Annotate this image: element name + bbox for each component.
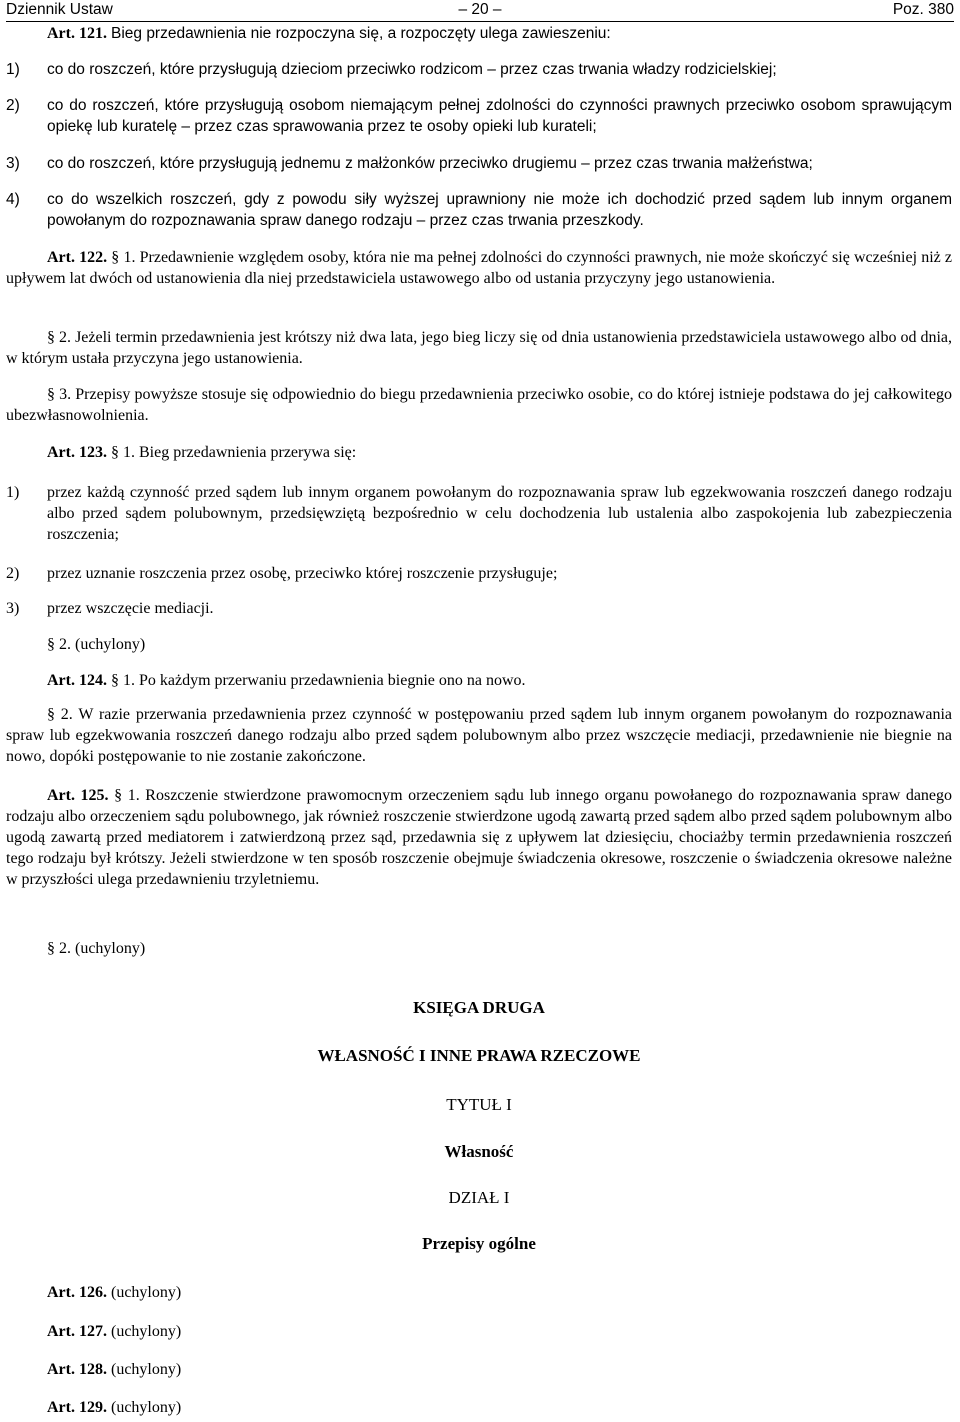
repealed-article <box>6 1282 952 1303</box>
paragraph-number: § 1. <box>111 249 136 266</box>
paragraph-text: Roszczenie stwierdzone prawomocnym orzeczeniem sądu lub innego organu powołanego do rozpoznawania spraw danego rodzaju albo orzeczeniem sądu polubownego, jak również roszczenie stwierdzone ugodą zawartą przed sądem albo przed sądem polubownym albo ugodą zawartą przed mediatorem i zatwierdzoną przez sąd, przedawnia się z upływem lat dziesięciu, chociażby termin przedawnienia roszczeń tego rodzaju był krótszy. Jeżeli stwierdzone w ten sposób roszczenie obejmuje świadczenia okresowe, roszczenie o świadczenia okresowe należne w przyszłości ulega przedawnieniu trzyletniemu. <box>6 787 953 888</box>
article-label: Art. 122. <box>47 249 108 266</box>
list-item <box>6 563 952 584</box>
article-text: (uchylony) <box>110 1399 182 1416</box>
repealed-article <box>6 1359 952 1380</box>
paragraph-number: § 1. <box>110 672 135 689</box>
paragraph-text: Bieg przedawnienia przerywa się: <box>138 444 357 461</box>
article-text: (uchylony) <box>110 1284 182 1301</box>
paragraph-number: § 2. <box>47 329 72 346</box>
list-item <box>6 153 952 174</box>
paragraph-text: § 2. (uchylony) <box>47 940 146 957</box>
paragraph-text: Bieg przedawnienia nie rozpoczyna się, a rozpoczęty ulega zawieszeniu: <box>110 25 611 42</box>
paragraph-text: Przepisy powyższe stosuje się odpowiednio do biegu przedawnienia przeciwko osobie, co do której istnieje podstawa do jej całkowitego ubezwłasnowolnienia. <box>6 386 953 424</box>
paragraph-text: Przedawnienie względem osoby, która nie ma pełnej zdolności do czynności prawnych, nie może skończyć się wcześniej niż z upływem lat dwóch od ustanowienia dla niej przedstawiciela ustawowego albo od ustania przyczyny jego ustanowienia. <box>6 249 953 287</box>
article-label: Art. 124. <box>47 672 107 689</box>
list-item <box>6 95 952 137</box>
page-number: – 20 – <box>458 1 502 18</box>
book-heading: KSIĘGA DRUGA <box>413 998 545 1017</box>
art-124-par-2 <box>6 704 952 767</box>
art-125-par-2 <box>6 938 952 959</box>
item-text: co do wszelkich roszczeń, gdy z powodu siły wyższej uprawniony nie może ich dochodzić przed sądem lub innym organem powołanym do rozpoznawania spraw danego rodzaju – przez czas trwania przeszkody. <box>47 191 952 229</box>
item-number: 1) <box>6 61 20 78</box>
item-text: przez uznanie roszczenia przez osobę, przeciwko której roszczenie przysługuje; <box>47 565 558 582</box>
item-number: 4) <box>6 191 20 208</box>
art-122-par-1 <box>6 247 952 289</box>
book-title-heading: WŁASNOŚĆ I INNE PRAWA RZECZOWE <box>317 1046 641 1065</box>
item-number: 2) <box>6 97 20 114</box>
repealed-article <box>6 1321 952 1342</box>
list-item <box>6 189 952 231</box>
paragraph-number: § 3. <box>47 386 72 403</box>
paragraph-text: Jeżeli termin przedawnienia jest krótszy niż dwa lata, jego bieg liczy się od dnia ustanowienia przedstawiciela ustawowego albo od dnia, w którym ustała przyczyna jego ustanowienia. <box>6 329 953 367</box>
article-label: Art. 126. <box>47 1284 107 1301</box>
item-number: 3) <box>6 600 20 617</box>
paragraph-text: W razie przerwania przedawnienia przez czynność w postępowaniu przed sądem lub innym organem powołanym do rozpoznawania spraw lub egzekwowania roszczeń danego rodzaju albo przed sądem polubownym albo przez wszczęcie mediacji, przedawnienie nie biegnie na nowo, dopóki postępowanie to nie zostanie zakończone. <box>6 706 953 765</box>
article-label: Art. 127. <box>47 1323 107 1340</box>
item-text: przez każdą czynność przed sądem lub innym organem powołanym do rozpoznawania spraw lub egzekwowania roszczeń danego rodzaju albo przed sądem polubownym, przedsięwziętą bezpośrednio w celu dochodzenia lub ustalenia albo zaspokojenia lub zabezpieczenia roszczenia; <box>47 484 952 543</box>
paragraph-number: § 1. <box>114 787 140 804</box>
division-name-heading: Przepisy ogólne <box>422 1234 536 1253</box>
item-number: 1) <box>6 484 20 501</box>
article-label: Art. 125. <box>47 787 109 804</box>
art-123-par-1 <box>6 442 952 463</box>
art-121-intro <box>6 23 952 44</box>
list-item <box>6 598 952 619</box>
article-label: Art. 123. <box>47 444 107 461</box>
art-122-par-3 <box>6 384 952 426</box>
page-header <box>6 0 954 22</box>
paragraph-number: § 1. <box>110 444 135 461</box>
article-label: Art. 121. <box>47 25 107 42</box>
repealed-article <box>6 1397 952 1418</box>
paragraph-number: § 2. <box>47 706 73 723</box>
item-text: co do roszczeń, które przysługują dzieciom przeciwko rodzicom – przez czas trwania władzy rodzicielskiej; <box>47 61 777 78</box>
paragraph-text: § 2. (uchylony) <box>47 636 146 653</box>
title-heading: TYTUŁ I <box>446 1095 512 1114</box>
item-text: co do roszczeń, które przysługują osobom niemającym pełnej zdolności do czynności prawnych przeciwko osobom sprawującym opiekę lub kuratelę – przez czas sprawowania przez te osoby opieki lub kurateli; <box>47 97 952 135</box>
list-item <box>6 59 952 80</box>
art-123-par-2 <box>6 634 952 655</box>
list-item <box>6 482 952 545</box>
position-number: Poz. 380 <box>892 1 954 18</box>
article-text: (uchylony) <box>110 1361 182 1378</box>
item-number: 3) <box>6 155 20 172</box>
item-number: 2) <box>6 565 20 582</box>
article-label: Art. 129. <box>47 1399 107 1416</box>
item-text: przez wszczęcie mediacji. <box>47 600 214 617</box>
art-122-par-2 <box>6 327 952 369</box>
art-125-par-1 <box>6 785 952 890</box>
title-name-heading: Własność <box>444 1142 514 1161</box>
art-124-par-1 <box>6 670 952 691</box>
article-label: Art. 128. <box>47 1361 107 1378</box>
paragraph-text: Po każdym przerwaniu przedawnienia biegnie ono na nowo. <box>138 672 526 689</box>
item-text: co do roszczeń, które przysługują jednemu z małżonków przeciwko drugiemu – przez czas trwania małżeństwa; <box>47 155 813 172</box>
journal-name: Dziennik Ustaw <box>6 1 113 18</box>
division-heading: DZIAŁ I <box>448 1188 510 1207</box>
article-text: (uchylony) <box>110 1323 182 1340</box>
